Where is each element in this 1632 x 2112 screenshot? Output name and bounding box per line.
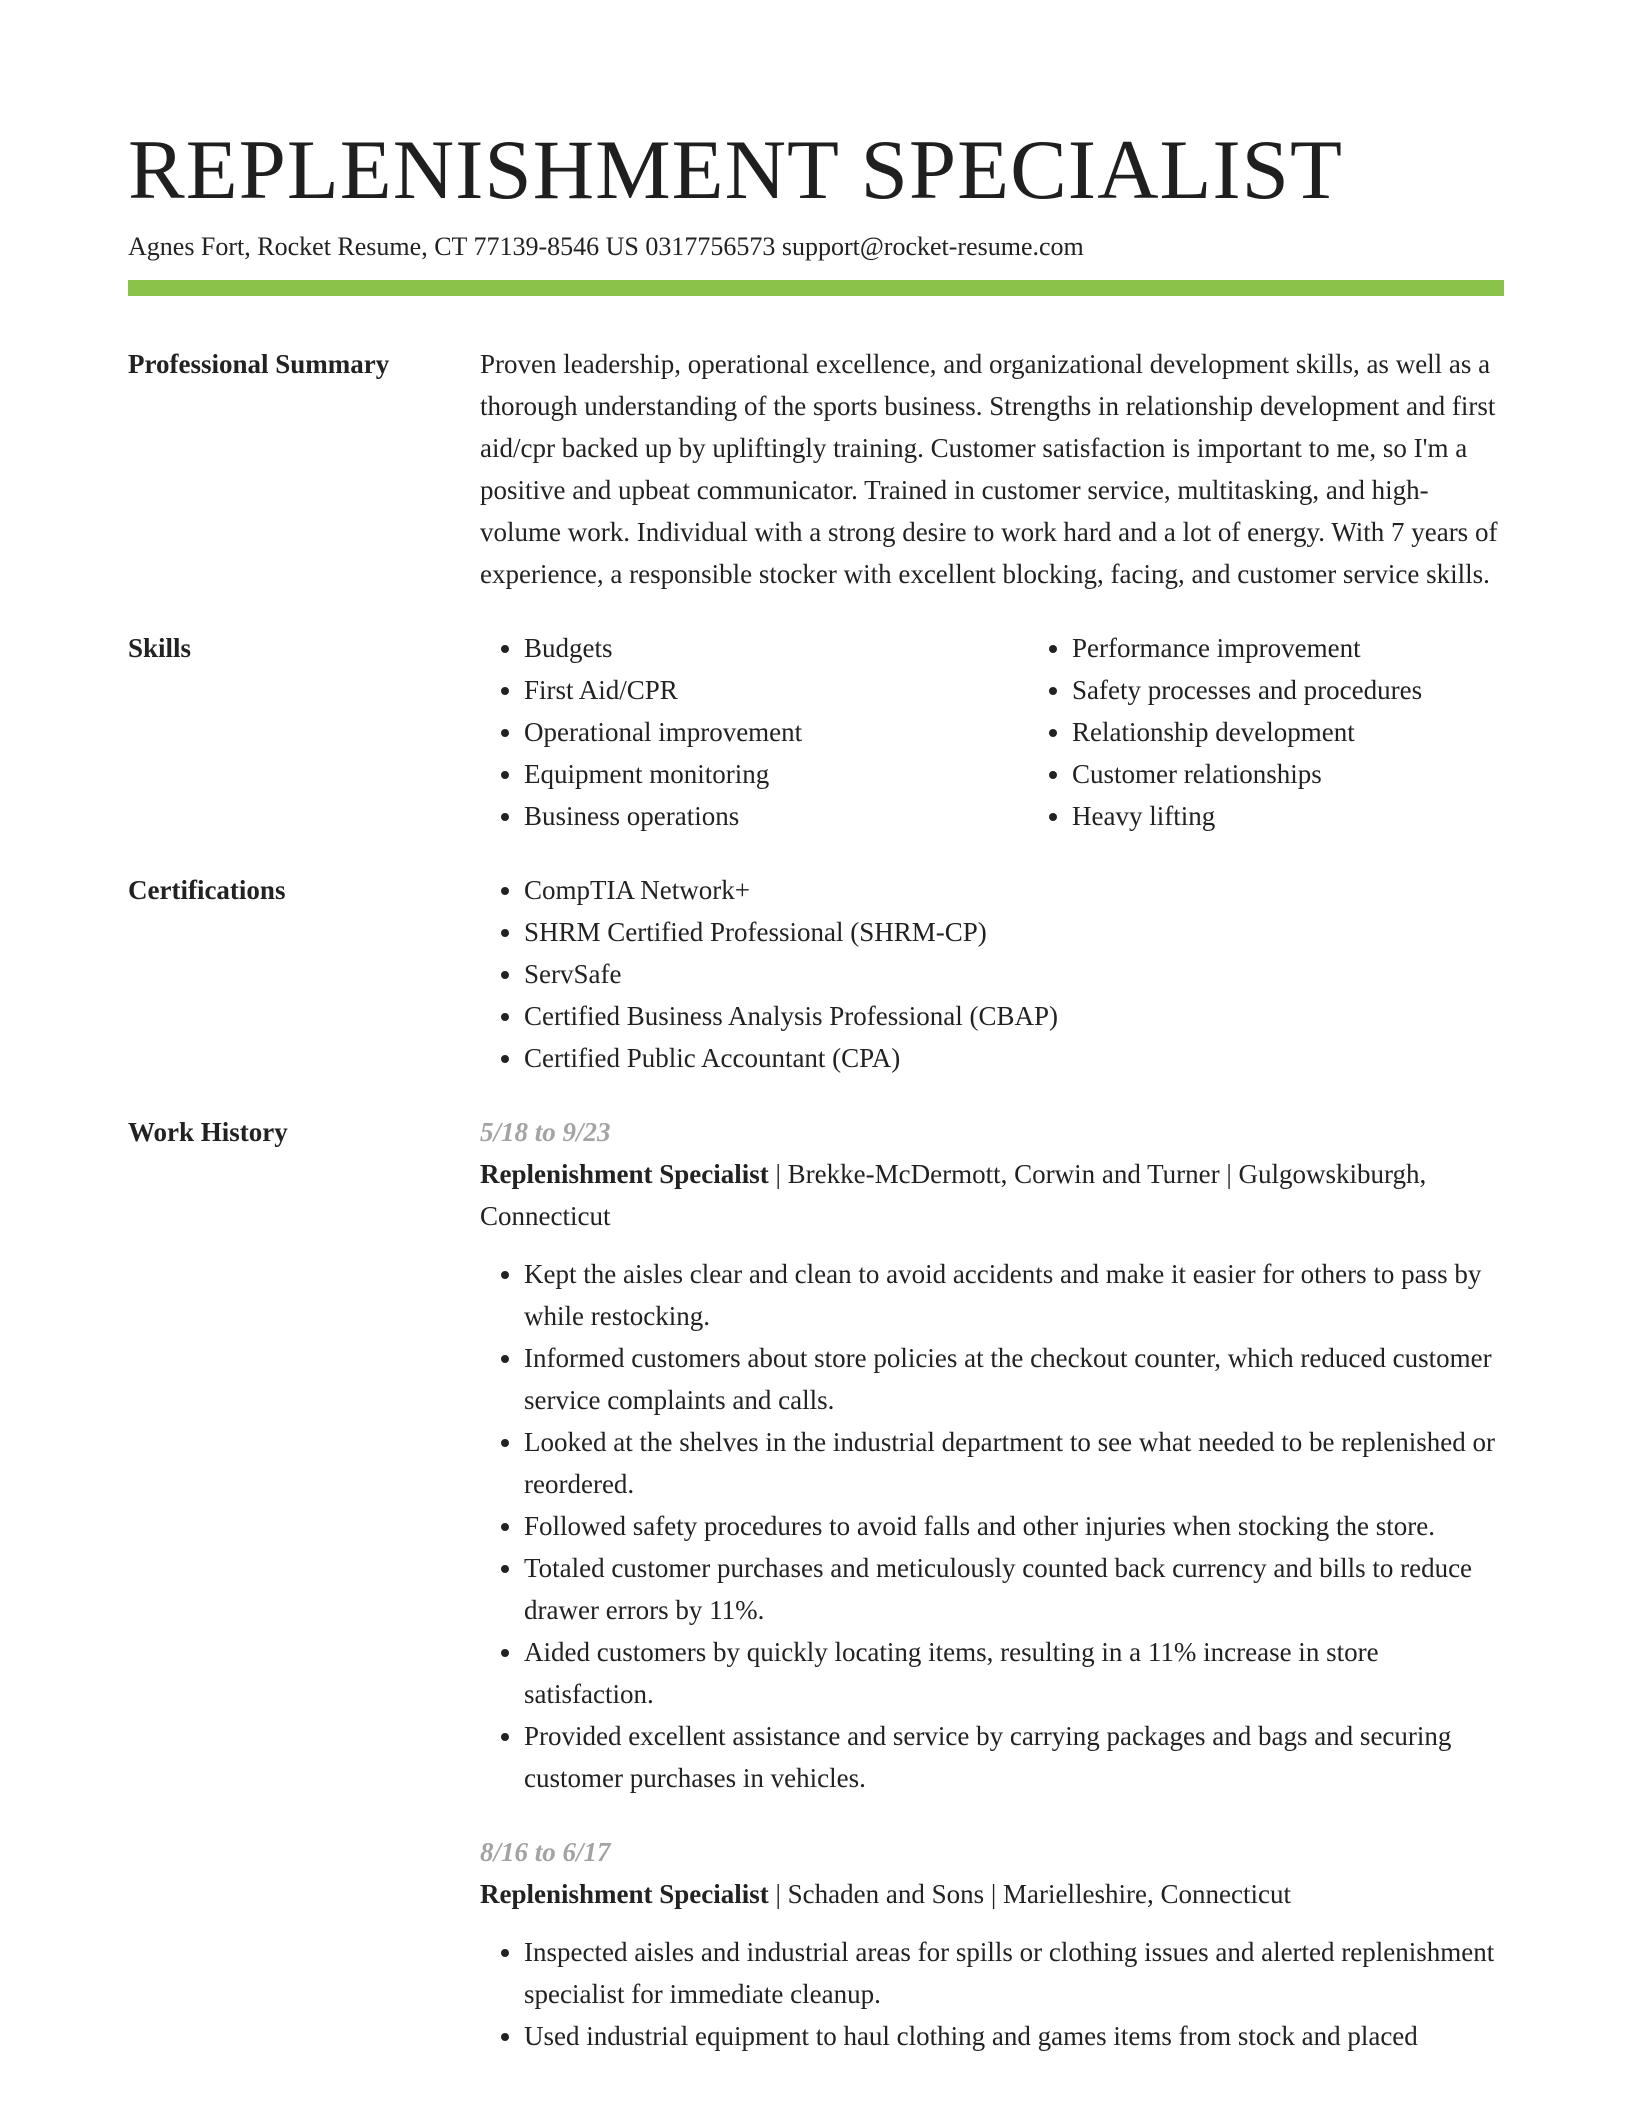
contact-phone: 0317756573 [645, 232, 776, 261]
skills-heading: Skills [128, 633, 192, 663]
job-highlight: • Looked at the shelves in the industrial department to see what needed to be replenished or reordered. [524, 1421, 1504, 1505]
job-highlight: • Provided excellent assistance and service by carrying packages and bags and securing customer purchases in vehicles. [524, 1715, 1504, 1799]
job-employer-location: | Schaden and Sons | Marielleshire, Connecticut [768, 1879, 1291, 1909]
job-highlight: • Informed customers about store policies at the checkout counter, which reduced customer service complaints and calls. [524, 1337, 1504, 1421]
job-highlight: • Totaled customer purchases and meticulously counted back currency and bills to reduce drawer errors by 11%. [524, 1547, 1504, 1631]
skills-column-1 [480, 627, 1028, 837]
job-highlight: • Used industrial equipment to haul clothing and games items from stock and placed [524, 2015, 1504, 2057]
skills-grid [480, 627, 1576, 837]
skill-item: • Safety processes and procedures [1072, 669, 1576, 711]
certification-item: • Certified Public Accountant (CPA) [524, 1037, 1504, 1079]
contact-line [128, 229, 1504, 265]
certifications-body [480, 869, 1504, 1079]
certifications-list [480, 869, 1504, 1079]
job-highlight: • Followed safety procedures to avoid falls and other injuries when stocking the store. [524, 1505, 1504, 1547]
work-history-heading: Work History [128, 1117, 288, 1147]
certification-item: • ServSafe [524, 953, 1504, 995]
summary-heading: Professional Summary [128, 349, 390, 379]
certification-item: • CompTIA Network+ [524, 869, 1504, 911]
work-history-section [128, 1111, 1504, 2057]
job-highlight: • Kept the aisles clear and clean to avoid accidents and make it easier for others to pass by while restocking. [524, 1253, 1504, 1337]
resume-title: REPLENISHMENT SPECIALIST [128, 123, 1343, 217]
skill-item: • Heavy lifting [1072, 795, 1576, 837]
skill-item: • Customer relationships [1072, 753, 1576, 795]
contact-name: Agnes Fort, [128, 232, 251, 261]
summary-body [480, 343, 1504, 595]
job-role: Replenishment Specialist [480, 1159, 769, 1189]
job-title-line [480, 1153, 1504, 1237]
skill-item: • Budgets [524, 627, 1028, 669]
header-divider [128, 280, 1504, 296]
job-role: Replenishment Specialist [480, 1879, 769, 1909]
skill-item: • Relationship development [1072, 711, 1576, 753]
resume-header [128, 120, 1504, 296]
certifications-section [128, 869, 1504, 1079]
skill-item: • Business operations [524, 795, 1028, 837]
job-entry [480, 1111, 1504, 1799]
work-history-body [480, 1111, 1504, 2057]
skill-item: • Equipment monitoring [524, 753, 1028, 795]
certifications-heading: Certifications [128, 875, 286, 905]
job-highlights [480, 1931, 1504, 2057]
skills-section [128, 627, 1504, 837]
summary-text: Proven leadership, operational excellence, and organizational development skills, as well as a thorough understanding of the sports business. Strengths in relationship development and first aid/cpr backed up by upliftingly training. Customer satisfaction is important to me, so I'm a positive and upbeat communicator. Trained in customer service, multitasking, and high-volume work. Individual with a strong desire to work hard and a lot of energy. With 7 years of experience, a responsible stocker with excellent blocking, facing, and customer service skills. [480, 349, 1498, 589]
job-highlight: • Inspected aisles and industrial areas for spills or clothing issues and alerted replenishment specialist for immediate cleanup. [524, 1931, 1504, 2015]
job-date: 8/16 to 6/17 [480, 1837, 611, 1867]
job-entry [480, 1831, 1504, 2057]
skill-item: • First Aid/CPR [524, 669, 1028, 711]
contact-email: support@rocket-resume.com [781, 232, 1084, 261]
resume-page [128, 120, 1504, 2057]
certification-item: • SHRM Certified Professional (SHRM-CP) [524, 911, 1504, 953]
certification-item: • Certified Business Analysis Professional (CBAP) [524, 995, 1504, 1037]
skill-item: • Performance improvement [1072, 627, 1576, 669]
contact-address: Rocket Resume, CT 77139-8546 US [257, 232, 639, 261]
job-highlight: • Aided customers by quickly locating items, resulting in a 11% increase in store satisfaction. [524, 1631, 1504, 1715]
job-highlights [480, 1253, 1504, 1799]
summary-section [128, 343, 1504, 595]
skill-item: • Operational improvement [524, 711, 1028, 753]
job-employer-location: | Brekke-McDermott, Corwin and Turner | Gulgowskiburgh, Connecticut [480, 1159, 1427, 1231]
job-date: 5/18 to 9/23 [480, 1117, 611, 1147]
job-title-line [480, 1873, 1504, 1915]
skills-column-2 [1028, 627, 1576, 837]
